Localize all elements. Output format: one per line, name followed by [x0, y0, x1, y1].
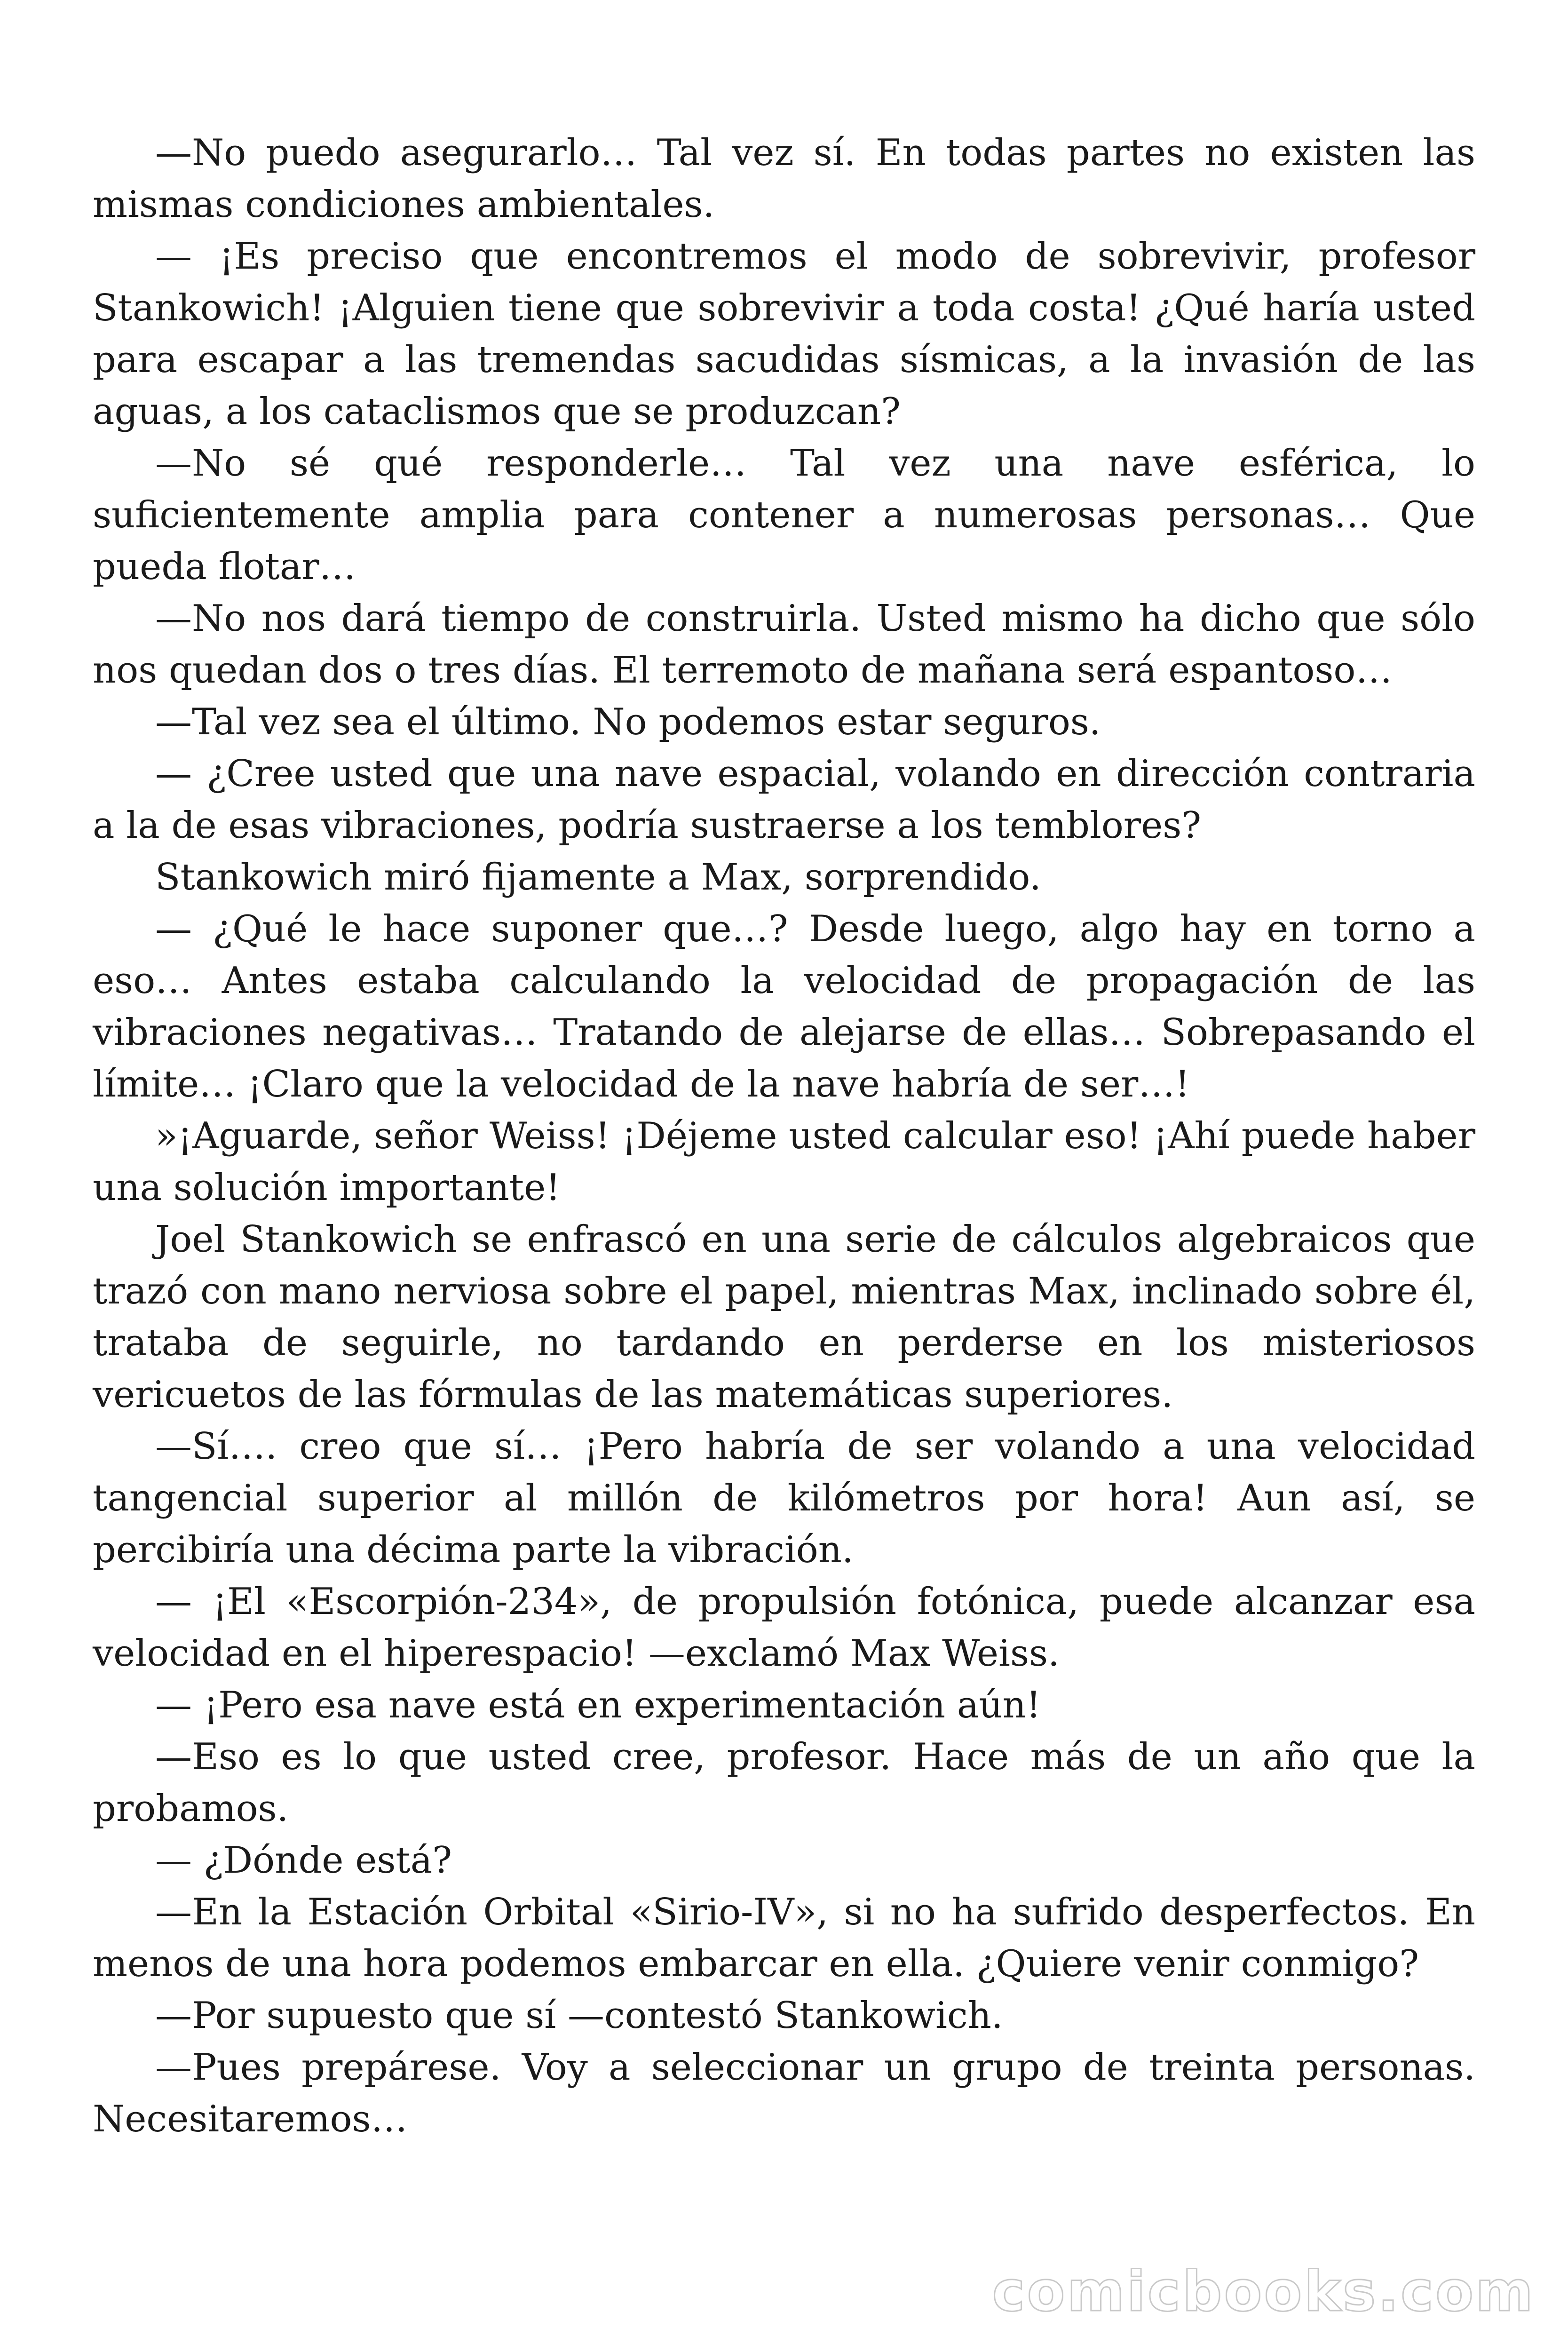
- paragraph: —Eso es lo que usted cree, profesor. Hace más de un año que la probamos.: [93, 1736, 1475, 1830]
- paragraph: Stankowich miró fijamente a Max, sorprendido.: [155, 856, 1041, 898]
- paragraph: —No puedo asegurarlo… Tal vez sí. En todas partes no existen las mismas condiciones ambientales.: [93, 132, 1475, 226]
- paragraph: — ¡El «Escorpión-234», de propulsión fotónica, puede alcanzar esa velocidad en el hiperespacio! —exclamó Max Weiss.: [93, 1581, 1475, 1675]
- paragraph: —No nos dará tiempo de construirla. Usted mismo ha dicho que sólo nos quedan dos o tres días. El terremoto de mañana será espantoso…: [93, 597, 1475, 691]
- paragraph: —No sé qué responderle… Tal vez una nave esférica, lo suficientemente amplia para contener a numerosas personas… Que pueda flotar…: [93, 442, 1475, 588]
- paragraph: —Pues prepárese. Voy a seleccionar un grupo de treinta personas. Necesitaremos…: [93, 2046, 1475, 2140]
- watermark: comicbooks.com: [992, 2259, 1535, 2324]
- paragraph: —Tal vez sea el último. No podemos estar seguros.: [155, 701, 1101, 743]
- paragraph: —En la Estación Orbital «Sirio-IV», si no ha sufrido desperfectos. En menos de una hora podemos embarcar en ella. ¿Quiere venir conmigo?: [93, 1891, 1475, 1985]
- paragraph: Joel Stankowich se enfrascó en una serie de cálculos algebraicos que trazó con mano nerviosa sobre el papel, mientras Max, inclinado sobre él, trataba de seguirle, no tardando en perderse en los misteriosos vericuetos de las fórmulas de las matemáticas superiores.: [93, 1218, 1475, 1416]
- paragraph: — ¿Dónde está?: [155, 1839, 452, 1882]
- paragraph: —Sí…. creo que sí… ¡Pero habría de ser volando a una velocidad tangencial superior al millón de kilómetros por hora! Aun así, se percibiría una décima parte la vibración.: [93, 1425, 1475, 1571]
- paragraph: — ¿Cree usted que una nave espacial, volando en dirección contraria a la de esas vibraciones, podría sustraerse a los temblores?: [93, 753, 1475, 847]
- paragraph: —Por supuesto que sí —contestó Stankowich.: [155, 1994, 1003, 2037]
- paragraph: — ¿Qué le hace suponer que…? Desde luego, algo hay en torno a eso… Antes estaba calculando la velocidad de propagación de las vibraciones negativas… Tratando de alejarse de ellas… Sobrepasando el límite… ¡Claro que la velocidad de la nave habría de ser…!: [93, 908, 1475, 1105]
- paragraph: »¡Aguarde, señor Weiss! ¡Déjeme usted calcular eso! ¡Ahí puede haber una solución importante!: [93, 1115, 1475, 1209]
- page-body: [93, 127, 1475, 2145]
- paragraph: — ¡Es preciso que encontremos el modo de sobrevivir, profesor Stankowich! ¡Alguien tiene que sobrevivir a toda costa! ¿Qué haría usted para escapar a las tremendas sacudidas sísmicas, a la invasión de las aguas, a los cataclismos que se produzcan?: [93, 235, 1475, 433]
- paragraph: — ¡Pero esa nave está en experimentación aún!: [155, 1684, 1041, 1726]
